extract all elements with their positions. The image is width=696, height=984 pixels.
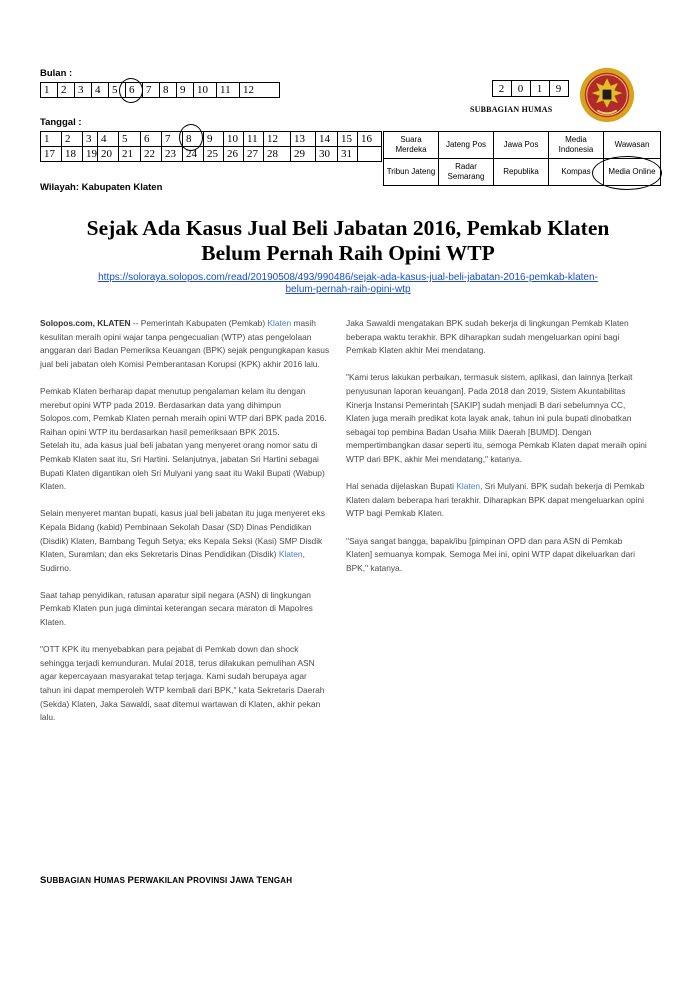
- year-digit: 9: [550, 81, 569, 97]
- date-cell[interactable]: 16: [358, 132, 382, 147]
- footer-text: J: [229, 875, 236, 886]
- month-cell[interactable]: 6: [126, 83, 143, 98]
- date-cell[interactable]: 30: [316, 147, 338, 162]
- month-cell[interactable]: 2: [58, 83, 75, 98]
- bulan-table: [40, 82, 280, 98]
- date-cell[interactable]: 8: [183, 132, 204, 147]
- date-cell[interactable]: 13: [291, 132, 316, 147]
- media-cell[interactable]: Jateng Pos: [439, 132, 494, 159]
- date-cell[interactable]: 19: [83, 147, 98, 162]
- footer-text: S: [40, 875, 47, 886]
- media-cell[interactable]: Media Indonesia: [549, 132, 604, 159]
- media-cell[interactable]: Jawa Pos: [494, 132, 549, 159]
- date-cell[interactable]: 18: [62, 147, 83, 162]
- selected-media-marker: [592, 156, 662, 190]
- klaten-tag-link[interactable]: Klaten: [278, 549, 303, 560]
- article-paragraph: [40, 317, 330, 371]
- year-digit: 1: [531, 81, 550, 97]
- date-cell[interactable]: 12: [264, 132, 291, 147]
- footer-text: UBBAGIAN: [46, 876, 94, 885]
- media-cell[interactable]: Kompas: [549, 159, 604, 186]
- month-cell[interactable]: 5: [109, 83, 126, 98]
- media-cell[interactable]: Wawasan: [604, 132, 661, 159]
- klaten-tag-link[interactable]: Klaten: [456, 481, 481, 492]
- article-paragraph: [40, 507, 330, 575]
- date-cell[interactable]: 1: [41, 132, 62, 147]
- month-cell[interactable]: 1: [41, 83, 58, 98]
- date-cell[interactable]: 24: [183, 147, 204, 162]
- dateline: Solopos.com, KLATEN: [40, 318, 131, 328]
- url-line[interactable]: https://soloraya.solopos.com/read/20190508/493/990486/sejak-ada-kasus-jual-beli-jabatan-2016-pemkab-klaten-: [98, 272, 598, 283]
- tanggal-label: Tanggal :: [40, 117, 82, 128]
- footer-text: P: [127, 875, 135, 886]
- date-cell[interactable]: 6: [141, 132, 162, 147]
- title-line: Belum Pernah Raih Opini WTP: [201, 241, 495, 265]
- footer-text: P: [186, 875, 194, 886]
- article-paragraph: Saat tahap penyidikan, ratusan aparatur sipil negara (ASN) di lingkungan Pemkab Klaten pun juga dimintai keterangan secara maraton di Mapolres Klaten.: [40, 589, 313, 628]
- year-table: [492, 80, 569, 97]
- paragraph-text: -- Pemerintah Kabupaten (Pemkab): [130, 318, 268, 328]
- wilayah-label: Wilayah: Kabupaten Klaten: [40, 182, 163, 193]
- date-cell[interactable]: 21: [119, 147, 141, 162]
- date-cell[interactable]: 4: [98, 132, 119, 147]
- article-paragraph: Jaka Sawaldi mengatakan BPK sudah bekerja di lingkungan Pemkab Klaten beberapa waktu terakhir. BPK diharapkan sudah mengeluarkan opini bagi Pemkab Klaten akhir Mei mendatang.: [346, 318, 629, 356]
- month-cell[interactable]: 12: [240, 83, 280, 98]
- date-cell[interactable]: 3: [83, 132, 98, 147]
- title-line: Sejak Ada Kasus Jual Beli Jabatan 2016, Pemkab Klaten: [86, 216, 610, 240]
- month-cell[interactable]: 3: [75, 83, 92, 98]
- media-cell[interactable]: Media Online: [604, 159, 661, 186]
- source-url-link[interactable]: [40, 272, 656, 296]
- paragraph-text: Selain menyeret mantan bupati, kasus jual beli jabatan itu juga menyeret eks Kepala Bidang (kabid) Pembinaan Sekolah Dasar (SD) Dinas Pendidikan (Disdik) Klaten, Bambang Teguh Setya; eks Kepala Seksi (Kasi) SMP Disdik Klaten, Suramlan; dan eks Sekretaris Dinas Pendidikan (Disdik): [40, 508, 325, 560]
- article-paragraph: Setelah itu, ada kasus jual beli jabatan yang menyeret orang nomor satu di Pemkab Klaten saat itu, Sri Hartini. Selanjutnya, jabatan Sri Hartini sebagai Bupati Klaten digantikan oleh Sri Mulyani yang saat itu Wakil Bupati (Wabup) Klaten.: [40, 440, 325, 492]
- month-cell[interactable]: 4: [92, 83, 109, 98]
- date-cell[interactable]: 10: [224, 132, 244, 147]
- date-cell[interactable]: [358, 147, 382, 162]
- selected-month-marker: [119, 78, 143, 103]
- article-paragraph: Pemkab Klaten berharap dapat menutup pengalaman kelam itu dengan merebut opini WTP pada 2019. Berdasarkan data yang dihimpun Solopos.com, Pemkab Klaten pernah meraih opini WTP dari BPK pada 2016. Raihan opini WTP itu berdasarkan hasil pemeriksaan BPK 2015.: [40, 385, 327, 437]
- paragraph-text: , Sri Mulyani. BPK sudah bekerja di Pemkab Klaten dalam beberapa hari terakhir. Diharapkan BPK dapat mengeluarkan opini WTP bagi Pemkab Klaten.: [346, 481, 645, 519]
- date-cell[interactable]: 26: [224, 147, 244, 162]
- bulan-label: Bulan :: [40, 68, 73, 79]
- month-cell[interactable]: 11: [217, 83, 240, 98]
- month-cell[interactable]: 8: [160, 83, 177, 98]
- date-cell[interactable]: 25: [204, 147, 224, 162]
- article-column-left: [40, 317, 330, 738]
- article-paragraph: [346, 480, 650, 521]
- klaten-tag-link[interactable]: Klaten: [267, 318, 292, 328]
- month-cell[interactable]: 7: [143, 83, 160, 98]
- footer-text: T: [256, 875, 263, 886]
- tanggal-table: [40, 131, 382, 162]
- year-digit: 0: [512, 81, 531, 97]
- media-cell[interactable]: Republika: [494, 159, 549, 186]
- article-paragraph: "Kami terus lakukan perbaikan, termasuk sistem, aplikasi, dan lainnya [terkait penyusunan laporan keuangan]. Pada 2018 dan 2019, Sistem Akuntabilitas Kinerja Instansi Pemerintah [SAKIP] sudah menjadi B dari sebelumnya CC, Klaten juga meraih predikat kota layak anak, tahun ini pula bupati dinobatkan sebagai top pembina Badan Usaha Milik Daerah [BUMD]. Dengan mempertimbangkan dasar seperti itu, semoga Pemkab Klaten dapat meraih opini WTP dari BPK, akhir Mei mendatang," katanya.: [346, 372, 647, 464]
- date-cell[interactable]: 23: [162, 147, 183, 162]
- footer-text: UMAS: [100, 876, 128, 885]
- date-cell[interactable]: 11: [244, 132, 264, 147]
- footer-text: AWA: [235, 876, 257, 885]
- paragraph-text: Hal senada dijelaskan Bupati: [346, 481, 457, 492]
- media-cell[interactable]: Radar Semarang: [439, 159, 494, 186]
- media-cell[interactable]: Suara Merdeka: [384, 132, 439, 159]
- date-cell[interactable]: 29: [291, 147, 316, 162]
- date-cell[interactable]: 27: [244, 147, 264, 162]
- footer-text: ENGAH: [262, 876, 293, 885]
- footer-text: ERWAKILAN: [134, 876, 187, 885]
- url-line[interactable]: belum-pernah-raih-opini-wtp: [285, 284, 411, 295]
- footer-organization: [40, 875, 292, 886]
- date-cell[interactable]: 22: [141, 147, 162, 162]
- date-cell[interactable]: 28: [264, 147, 291, 162]
- media-cell[interactable]: Tribun Jateng: [384, 159, 439, 186]
- paragraph-text: masih kesulitan meraih opini wajar tanpa pengecualian (WTP) atas pengelolaan anggaran dari Badan Pemeriksa Keuangan (BPK) sejak pengungkapan kasus jual beli jabatan oleh Komisi Pemberantasan Korupsi (KPK) akhir 2016 lalu.: [40, 318, 330, 369]
- article-paragraph: "Saya sangat bangga, bapak/ibu [pimpinan OPD dan para ASN di Pemkab Klaten] semuanya kompak. Semoga Mei ini, opini WTP dapat dikeluarkan dari BPK," katanya.: [346, 535, 635, 573]
- subbagian-humas-heading: SUBBAGIAN HUMAS: [470, 105, 553, 114]
- garuda-emblem-icon: [578, 66, 636, 124]
- month-cell[interactable]: 10: [194, 83, 217, 98]
- year-digit: 2: [493, 81, 512, 97]
- date-cell[interactable]: 17: [41, 147, 62, 162]
- month-cell[interactable]: 9: [177, 83, 194, 98]
- article-title: [20, 216, 676, 266]
- date-cell[interactable]: 5: [119, 132, 141, 147]
- date-cell[interactable]: 7: [162, 132, 183, 147]
- article-paragraph: "OTT KPK itu menyebabkan para pejabat di Pemkab down dan shock sehingga terjadi kemunduran. Mulai 2018, terus dilakukan pemulihan ASN agar kepercayaan masyarakat tetap terjaga. Kami sudah berupaya agar tahun ini dapat memperoleh WTP kembali dari BPK," kata Sekretaris Daerah (Sekda) Klaten, Jaka Sawaldi, saat ditemui wartawan di Klaten, akhir pekan lalu.: [40, 644, 325, 723]
- selected-date-marker: [179, 124, 203, 151]
- footer-text: ROVINSI: [193, 876, 230, 885]
- date-cell[interactable]: 31: [338, 147, 358, 162]
- date-cell[interactable]: 20: [98, 147, 119, 162]
- paragraph-text: , Sudirno.: [40, 549, 305, 573]
- article-column-right: [346, 317, 650, 589]
- date-cell[interactable]: 9: [204, 132, 224, 147]
- date-cell[interactable]: 15: [338, 132, 358, 147]
- date-cell[interactable]: 14: [316, 132, 338, 147]
- footer-text: H: [93, 875, 101, 886]
- date-cell[interactable]: 2: [62, 132, 83, 147]
